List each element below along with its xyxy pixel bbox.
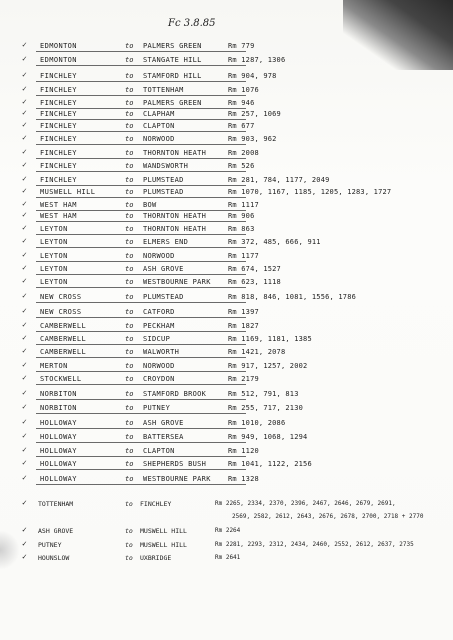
route-to-word: to: [125, 99, 134, 107]
route-references: Rm 1010, 2086: [228, 419, 286, 427]
route-to-word: to: [125, 419, 134, 427]
check-mark-icon: ✓: [22, 210, 27, 219]
row-underline: [36, 484, 246, 485]
route-references: Rm 1041, 1122, 2156: [228, 460, 312, 468]
row-underline: [36, 371, 246, 372]
route-destination: SHEPHERDS BUSH: [143, 460, 207, 468]
row-underline: [36, 399, 246, 400]
check-mark-icon: ✓: [22, 70, 27, 79]
route-references: Rm 1827: [228, 322, 259, 330]
route-origin: LEYTON: [40, 225, 68, 233]
route-to-word: to: [125, 162, 134, 170]
check-mark-icon: ✓: [22, 250, 27, 259]
row-underline: [36, 344, 246, 345]
route-destination: PALMERS GREEN: [143, 42, 202, 50]
route-destination: PLUMSTEAD: [143, 176, 184, 184]
route-to-word: to: [125, 225, 134, 233]
check-mark-icon: ✓: [22, 160, 27, 169]
route-destination: BOW: [143, 201, 157, 209]
route-references: Rm 677: [228, 122, 255, 130]
check-mark-icon: ✓: [22, 291, 27, 300]
route-to-word: to: [125, 554, 133, 562]
check-mark-icon: ✓: [22, 402, 27, 411]
route-to-word: to: [125, 322, 134, 330]
check-mark-icon: ✓: [22, 431, 27, 440]
route-to-word: to: [125, 212, 134, 220]
route-destination: THORNTON HEATH: [143, 149, 207, 157]
route-references: Rm 2281, 2293, 2312, 2434, 2460, 2552, 2612, 2637, 2735: [215, 541, 414, 548]
row-underline: [36, 234, 246, 235]
row-underline: [36, 302, 246, 303]
route-to-word: to: [125, 135, 134, 143]
route-destination: MUSWELL HILL: [140, 541, 187, 549]
route-to-word: to: [125, 390, 134, 398]
check-mark-icon: ✓: [22, 54, 27, 63]
route-destination: WESTBOURNE PARK: [143, 475, 211, 483]
row-underline: [36, 65, 246, 66]
route-origin: LEYTON: [40, 278, 68, 286]
route-origin: NEW CROSS: [40, 308, 82, 316]
route-origin: EDMONTON: [40, 56, 77, 64]
route-destination: THORNTON HEATH: [143, 212, 207, 220]
row-underline: [36, 51, 246, 52]
route-destination: ASH GROVE: [143, 265, 184, 273]
route-destination: WESTBOURNE PARK: [143, 278, 211, 286]
route-to-word: to: [125, 110, 134, 118]
route-to-word: to: [125, 500, 133, 508]
row-underline: [36, 144, 246, 145]
route-origin: MERTON: [40, 362, 68, 370]
route-destination: CROYDON: [143, 375, 175, 383]
route-origin: FINCHLEY: [40, 162, 77, 170]
route-origin: CAMBERWELL: [40, 335, 87, 343]
check-mark-icon: ✓: [22, 360, 27, 369]
check-mark-icon: ✓: [22, 346, 27, 355]
check-mark-icon: ✓: [22, 186, 27, 195]
row-underline: [36, 428, 246, 429]
route-origin: HOLLOWAY: [40, 447, 77, 455]
route-destination: WANDSWORTH: [143, 162, 189, 170]
route-destination: ELMERS END: [143, 238, 189, 246]
route-to-word: to: [125, 278, 134, 286]
row-underline: [36, 456, 246, 457]
route-references: Rm 1076: [228, 86, 259, 94]
route-origin: CAMBERWELL: [40, 348, 87, 356]
route-origin: TOTTENHAM: [38, 500, 74, 508]
route-references: Rm 1169, 1181, 1385: [228, 335, 312, 343]
route-to-word: to: [125, 56, 134, 64]
route-references: Rm 623, 1118: [228, 278, 281, 286]
check-mark-icon: ✓: [22, 133, 27, 142]
route-destination: CLAPHAM: [143, 110, 175, 118]
check-mark-icon: ✓: [22, 458, 27, 467]
route-origin: HOLLOWAY: [40, 433, 77, 441]
check-mark-icon: ✓: [22, 199, 27, 208]
route-references: Rm 255, 717, 2130: [228, 404, 304, 412]
route-origin: LEYTON: [40, 252, 68, 260]
route-destination: PLUMSTEAD: [143, 293, 184, 301]
route-to-word: to: [125, 72, 134, 80]
route-origin: FINCHLEY: [40, 135, 77, 143]
check-mark-icon: ✓: [22, 525, 27, 534]
route-destination: STAMFORD BROOK: [143, 390, 207, 398]
route-destination: SIDCUP: [143, 335, 171, 343]
route-references: Rm 1120: [228, 447, 259, 455]
route-to-word: to: [125, 188, 134, 196]
route-references: Rm 674, 1527: [228, 265, 281, 273]
route-references: Rm 281, 784, 1177, 2049: [228, 176, 330, 184]
route-origin: FINCHLEY: [40, 99, 77, 107]
route-origin: ASH GROVE: [38, 527, 74, 535]
route-to-word: to: [125, 149, 134, 157]
route-to-word: to: [125, 265, 134, 273]
route-references: Rm 526: [228, 162, 255, 170]
route-to-word: to: [125, 122, 134, 130]
route-references: Rm 949, 1068, 1294: [228, 433, 308, 441]
route-references: Rm 917, 1257, 2002: [228, 362, 308, 370]
check-mark-icon: ✓: [22, 306, 27, 315]
row-underline: [36, 171, 246, 172]
route-destination: PECKHAM: [143, 322, 175, 330]
check-mark-icon: ✓: [22, 97, 27, 106]
row-underline: [36, 197, 246, 198]
route-destination: PLUMSTEAD: [143, 188, 184, 196]
route-references: Rm 818, 846, 1081, 1556, 1786: [228, 293, 357, 301]
route-to-word: to: [125, 447, 134, 455]
route-origin: NORBITON: [40, 390, 77, 398]
route-origin: LEYTON: [40, 265, 68, 273]
route-destination: THORNTON HEATH: [143, 225, 207, 233]
check-mark-icon: ✓: [22, 552, 27, 561]
row-underline: [36, 357, 246, 358]
route-references: Rm 2264: [215, 527, 241, 534]
route-destination: MUSWELL HILL: [140, 527, 187, 535]
row-underline: [36, 442, 246, 443]
route-origin: WEST HAM: [40, 212, 77, 220]
check-mark-icon: ✓: [22, 174, 27, 183]
route-destination: CATFORD: [143, 308, 175, 316]
route-origin: EDMONTON: [40, 42, 77, 50]
route-destination: ASH GROVE: [143, 419, 184, 427]
route-references: Rm 863: [228, 225, 255, 233]
row-underline: [36, 131, 246, 132]
check-mark-icon: ✓: [22, 417, 27, 426]
check-mark-icon: ✓: [22, 223, 27, 232]
route-origin: HOUNSLOW: [38, 554, 70, 562]
route-destination: CLAPTON: [143, 122, 175, 130]
route-to-word: to: [125, 252, 134, 260]
row-underline: [36, 95, 246, 96]
route-origin: MUSWELL HILL: [40, 188, 96, 196]
route-origin: FINCHLEY: [40, 176, 77, 184]
route-references: Rm 372, 485, 666, 911: [228, 238, 321, 246]
route-references: Rm 2008: [228, 149, 259, 157]
route-references: Rm 904, 978: [228, 72, 277, 80]
route-destination: STAMFORD HILL: [143, 72, 202, 80]
route-origin: FINCHLEY: [40, 72, 77, 80]
route-to-word: to: [125, 541, 133, 549]
route-references: Rm 2265, 2334, 2370, 2396, 2467, 2646, 2679, 2691,: [215, 500, 396, 507]
route-origin: FINCHLEY: [40, 149, 77, 157]
row-underline: [36, 469, 246, 470]
route-destination: CLAPTON: [143, 447, 175, 455]
check-mark-icon: ✓: [22, 539, 27, 548]
route-references: Rm 257, 1069: [228, 110, 281, 118]
route-origin: HOLLOWAY: [40, 475, 77, 483]
route-origin: FINCHLEY: [40, 122, 77, 130]
route-to-word: to: [125, 362, 134, 370]
route-origin: HOLLOWAY: [40, 460, 77, 468]
route-destination: FINCHLEY: [140, 500, 172, 508]
route-destination: TOTTENHAM: [143, 86, 184, 94]
route-to-word: to: [125, 201, 134, 209]
route-origin: FINCHLEY: [40, 86, 77, 94]
route-to-word: to: [125, 475, 134, 483]
route-references: Rm 2179: [228, 375, 259, 383]
route-to-word: to: [125, 42, 134, 50]
route-to-word: to: [125, 375, 134, 383]
check-mark-icon: ✓: [22, 108, 27, 117]
route-destination: NORWOOD: [143, 362, 175, 370]
route-to-word: to: [125, 308, 134, 316]
check-mark-icon: ✓: [22, 333, 27, 342]
route-references: Rm 2641: [215, 554, 241, 561]
check-mark-icon: ✓: [22, 276, 27, 285]
route-origin: NORBITON: [40, 404, 77, 412]
row-underline: [36, 413, 246, 414]
row-underline: [36, 331, 246, 332]
header-date: Fc 3.8.85: [168, 18, 216, 29]
check-mark-icon: ✓: [22, 498, 27, 507]
route-origin: STOCKWELL: [40, 375, 82, 383]
route-origin: HOLLOWAY: [40, 419, 77, 427]
route-to-word: to: [125, 238, 134, 246]
route-origin: FINCHLEY: [40, 110, 77, 118]
route-references: Rm 1117: [228, 201, 259, 209]
route-references: Rm 779: [228, 42, 255, 50]
check-mark-icon: ✓: [22, 320, 27, 329]
route-references: Rm 903, 962: [228, 135, 277, 143]
route-to-word: to: [125, 404, 134, 412]
route-to-word: to: [125, 176, 134, 184]
route-destination: PUTNEY: [143, 404, 171, 412]
route-destination: NORWOOD: [143, 135, 175, 143]
route-references: Rm 1177: [228, 252, 259, 260]
route-destination: PALMERS GREEN: [143, 99, 202, 107]
row-underline: [36, 261, 246, 262]
route-to-word: to: [125, 348, 134, 356]
route-to-word: to: [125, 433, 134, 441]
route-references-continued: 2569, 2582, 2612, 2643, 2676, 2678, 2700, 2718 + 2770: [232, 513, 424, 520]
route-destination: NORWOOD: [143, 252, 175, 260]
route-references: Rm 1328: [228, 475, 259, 483]
route-to-word: to: [125, 527, 133, 535]
check-mark-icon: ✓: [22, 120, 27, 129]
route-origin: CAMBERWELL: [40, 322, 87, 330]
route-origin: PUTNEY: [38, 541, 62, 549]
route-origin: WEST HAM: [40, 201, 77, 209]
check-mark-icon: ✓: [22, 473, 27, 482]
route-references: Rm 1397: [228, 308, 259, 316]
check-mark-icon: ✓: [22, 147, 27, 156]
route-references: Rm 1070, 1167, 1185, 1205, 1283, 1727: [228, 188, 392, 196]
scan-smear: [0, 530, 20, 570]
route-to-word: to: [125, 460, 134, 468]
route-to-word: to: [125, 86, 134, 94]
row-underline: [36, 317, 246, 318]
check-mark-icon: ✓: [22, 236, 27, 245]
route-references: Rm 1287, 1306: [228, 56, 286, 64]
route-destination: STANGATE HILL: [143, 56, 202, 64]
route-references: Rm 1421, 2078: [228, 348, 286, 356]
row-underline: [36, 247, 246, 248]
check-mark-icon: ✓: [22, 388, 27, 397]
row-underline: [36, 384, 246, 385]
route-destination: UXBRIDGE: [140, 554, 172, 562]
row-underline: [36, 287, 246, 288]
check-mark-icon: ✓: [22, 263, 27, 272]
route-to-word: to: [125, 335, 134, 343]
route-references: Rm 512, 791, 813: [228, 390, 299, 398]
check-mark-icon: ✓: [22, 445, 27, 454]
check-mark-icon: ✓: [22, 84, 27, 93]
route-to-word: to: [125, 293, 134, 301]
row-underline: [36, 221, 246, 222]
check-mark-icon: ✓: [22, 373, 27, 382]
check-mark-icon: ✓: [22, 40, 27, 49]
row-underline: [36, 81, 246, 82]
row-underline: [36, 158, 246, 159]
row-underline: [36, 274, 246, 275]
route-references: Rm 946: [228, 99, 255, 107]
route-origin: LEYTON: [40, 238, 68, 246]
route-destination: BATTERSEA: [143, 433, 184, 441]
route-origin: NEW CROSS: [40, 293, 82, 301]
route-destination: WALWORTH: [143, 348, 180, 356]
route-references: Rm 906: [228, 212, 255, 220]
